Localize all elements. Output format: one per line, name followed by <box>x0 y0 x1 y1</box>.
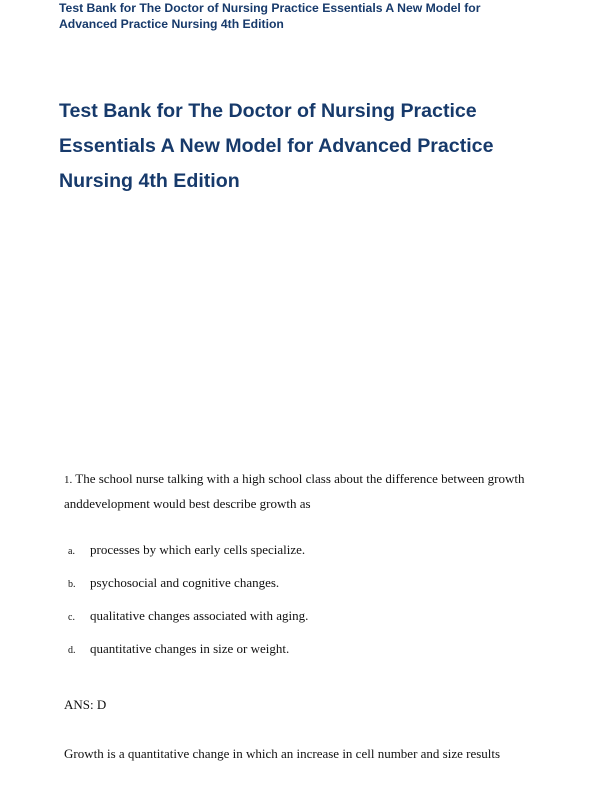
question-number: 1. <box>64 474 73 486</box>
running-header: Test Bank for The Doctor of Nursing Practice Essentials A New Model for Advanced Practice Nursing 4th Edition <box>59 1 481 31</box>
option-a <box>68 539 528 572</box>
option-c <box>68 605 528 638</box>
option-d <box>68 638 528 671</box>
option-text: quantitative changes in size or weight. <box>90 641 290 656</box>
option-letter: a. <box>68 546 75 557</box>
rationale-text: Growth is a quantitative change in which an increase in cell number and size results <box>64 746 501 761</box>
question-text: The school nurse talking with a high school class about the difference between growth anddevelopment would best describe growth as <box>64 471 525 511</box>
option-letter: d. <box>68 645 76 656</box>
question-stem <box>64 467 534 516</box>
option-b <box>68 572 528 605</box>
option-letter: b. <box>68 579 76 590</box>
option-text: qualitative changes associated with aging. <box>90 608 309 623</box>
option-letter: c. <box>68 612 75 623</box>
answer-options <box>68 539 528 671</box>
document-title: Test Bank for The Doctor of Nursing Practice Essentials A New Model for Advanced Practice Nursing 4th Edition <box>59 100 494 192</box>
option-text: psychosocial and cognitive changes. <box>90 575 280 590</box>
answer-key: ANS: D <box>64 697 107 712</box>
option-text: processes by which early cells specialize. <box>90 542 306 557</box>
